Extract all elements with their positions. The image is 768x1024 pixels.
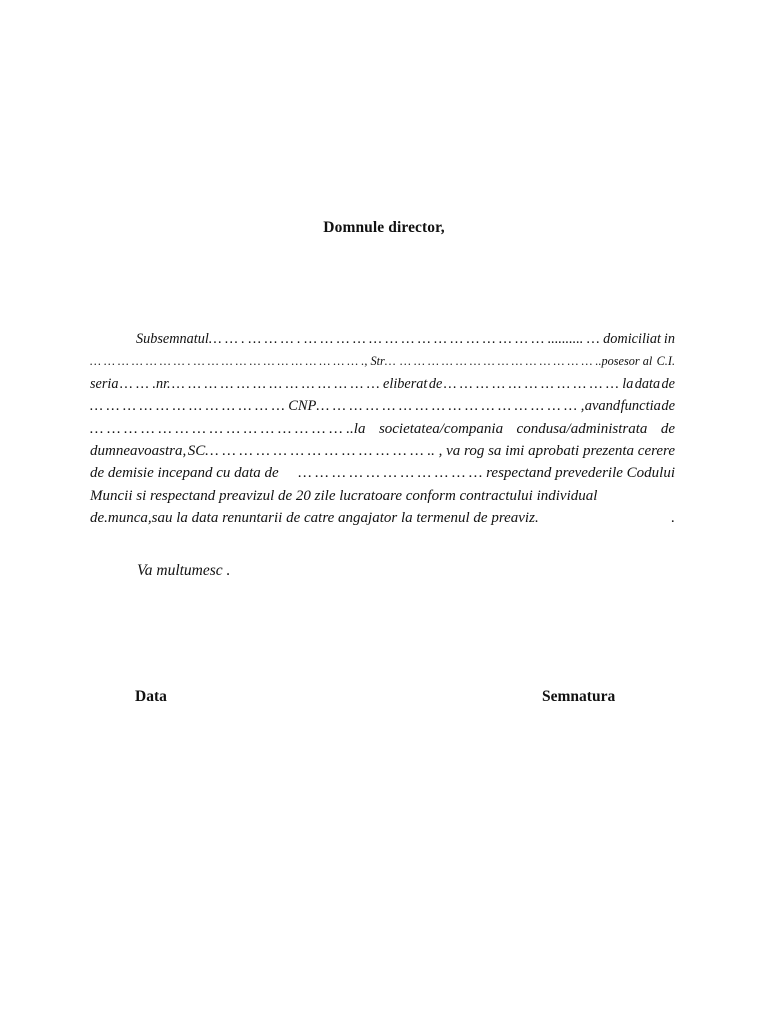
line-3-segment-5: … … … … … … … … … … … la <box>443 375 634 392</box>
line-4-segment-2: avand <box>584 398 621 415</box>
line-9-segment-2: . <box>671 510 675 527</box>
line-5-segment-2: societatea/compania <box>378 420 504 437</box>
paragraph-line-9 <box>90 507 675 529</box>
paragraph-line-5 <box>90 418 675 440</box>
line-1-segment-1: Subsemnatul… … . … … … . … … … … … … … … … … … … … … … .......... … domiciliat <box>136 331 661 347</box>
line-7-segment-1: de demisie incepand cu data de <box>90 465 279 482</box>
paragraph-line-6 <box>90 440 675 462</box>
line-4-segment-4: de <box>661 398 675 415</box>
line-2-segment-2: … … … … … … … … … … … … … … ..posesor al <box>400 354 653 369</box>
line-4-segment-1: … … … … … … … … … … … … CNP… … … … … … … … … … … … … … … … , <box>90 398 585 415</box>
paragraph-line-1 <box>90 328 675 350</box>
closing-phrase: Va multumesc . <box>137 562 231 579</box>
line-5-segment-4: de <box>660 420 675 437</box>
line-2-segment-1: … … … … … … … . … … … … … … … … … … … … ., Str… <box>90 354 396 369</box>
line-2-segment-3: C.I. <box>656 354 675 369</box>
line-7-segment-2: … … … … … … … … … … … respectand prevederile Codului <box>298 465 675 482</box>
line-5-segment-3: condusa/administrata <box>516 420 648 437</box>
line-3-segment-6: data <box>634 375 661 392</box>
paragraph-line-2 <box>90 350 675 372</box>
salutation-heading: Domnule director, <box>323 219 445 236</box>
resignation-body-paragraph <box>90 328 675 530</box>
line-3-segment-4: de <box>428 375 443 392</box>
line-3-segment-7: de <box>661 375 675 392</box>
line-3-segment-3: … … … … … … … … … … … … … eliberat <box>172 375 428 392</box>
paragraph-line-3 <box>90 373 675 395</box>
line-6-segment-1: dumneavoastra, <box>90 443 187 460</box>
paragraph-line-7 <box>90 462 675 484</box>
line-3-segment-1: seria <box>90 375 119 392</box>
line-4-segment-3: functia <box>620 398 661 415</box>
line-3-segment-2: … … .nr. <box>119 375 171 392</box>
signature-label: Semnatura <box>542 688 616 705</box>
line-9-segment-1: de.munca,sau la data renuntarii de catre angajator la termenul de preaviz. <box>90 510 539 527</box>
line-8-segment-1: Muncii si respectand preavizul de 20 zile lucratoare conform contractului individual <box>90 487 598 504</box>
paragraph-line-8 <box>90 485 675 507</box>
line-5-segment-1: … … … … … … … … … … … … … … … ..la <box>90 420 366 437</box>
line-6-segment-2: SC… … … … … … … … … … … … … .. , va rog sa imi aprobati prezenta cerere <box>187 443 675 460</box>
date-label: Data <box>135 688 167 705</box>
line-1-segment-2: in <box>663 331 675 347</box>
paragraph-line-4 <box>90 395 675 417</box>
